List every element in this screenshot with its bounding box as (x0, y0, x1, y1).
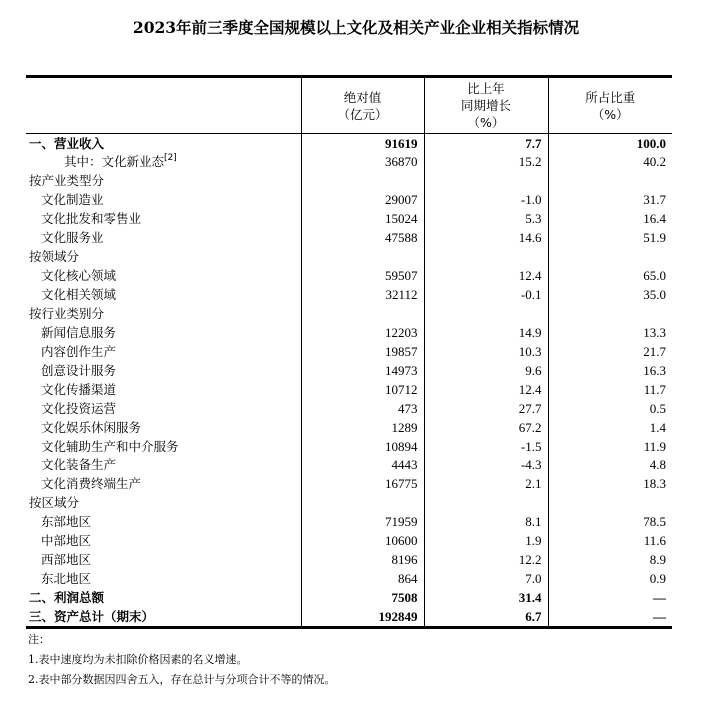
growth-cell: 5.3 (424, 210, 548, 229)
share-cell: 11.6 (548, 532, 672, 551)
table-row (26, 494, 672, 513)
value-cell: 8196 (301, 551, 424, 570)
row-label-text: 东北地区 (41, 571, 92, 587)
value-cell: 71959 (301, 513, 424, 532)
row-label (26, 380, 301, 399)
header-blank (26, 77, 301, 134)
share-cell: 0.9 (548, 570, 672, 589)
header-absolute-value-unit: （亿元） (337, 106, 388, 122)
value-cell: 15024 (301, 210, 424, 229)
share-cell (548, 494, 672, 513)
row-label-text: 新闻信息服务 (41, 324, 117, 340)
row-label (26, 456, 301, 475)
growth-cell: -0.1 (424, 286, 548, 305)
header-share (548, 77, 672, 134)
table-row (26, 437, 672, 456)
growth-cell: -4.3 (424, 456, 548, 475)
row-label (26, 172, 301, 191)
growth-cell (424, 494, 548, 513)
share-cell: 100.0 (548, 134, 672, 154)
value-cell: 29007 (301, 191, 424, 210)
table-row (26, 229, 672, 248)
row-label-text: 文化辅助生产和中介服务 (41, 438, 179, 454)
table-row (26, 513, 672, 532)
share-cell: 16.4 (548, 210, 672, 229)
growth-cell: 7.7 (424, 134, 548, 154)
growth-cell: 6.7 (424, 608, 548, 628)
share-cell: 35.0 (548, 286, 672, 305)
share-cell: 16.3 (548, 361, 672, 380)
row-label-text: 文化制造业 (41, 192, 104, 208)
row-label-text: 其中：文化新业态 (64, 154, 165, 170)
notes-heading: 注： (28, 633, 50, 646)
row-label (26, 191, 301, 210)
table-row (26, 399, 672, 418)
table-row (26, 134, 672, 154)
table-row (26, 475, 672, 494)
share-cell: 13.3 (548, 323, 672, 342)
header-share-unit: （%） (591, 106, 629, 122)
row-label (26, 589, 301, 608)
table-row (26, 210, 672, 229)
header-growth-unit: （%） (467, 115, 505, 130)
row-label-text: 一、营业收入 (29, 136, 105, 151)
value-cell: 59507 (301, 267, 424, 286)
share-cell: — (548, 589, 672, 608)
value-cell: 47588 (301, 229, 424, 248)
note-1: 1.表中速度均为未扣除价格因素的名义增速。 (28, 653, 248, 666)
growth-cell: 7.0 (424, 570, 548, 589)
value-cell: 12203 (301, 323, 424, 342)
row-label-text: 文化娱乐休闲服务 (41, 419, 142, 435)
row-label-text: 按区域分 (29, 495, 80, 511)
row-label-text: 按领域分 (29, 249, 80, 265)
table-row (26, 342, 672, 361)
share-cell: 40.2 (548, 153, 672, 172)
value-cell: 32112 (301, 286, 424, 305)
table-row (26, 305, 672, 324)
row-label (26, 513, 301, 532)
footnote-ref: [2] (164, 153, 177, 164)
growth-cell: 9.6 (424, 361, 548, 380)
row-label (26, 608, 301, 628)
note-2: 2.表中部分数据因四舍五入，存在总计与分项合计不等的情况。 (28, 673, 336, 686)
table-header-row (26, 77, 672, 134)
share-cell: 51.9 (548, 229, 672, 248)
row-label (26, 551, 301, 570)
row-label (26, 305, 301, 324)
value-cell: 10600 (301, 532, 424, 551)
share-cell: 65.0 (548, 267, 672, 286)
growth-cell: 8.1 (424, 513, 548, 532)
value-cell: 864 (301, 570, 424, 589)
share-cell: 21.7 (548, 342, 672, 361)
row-label (26, 134, 301, 154)
row-label (26, 229, 301, 248)
share-cell (548, 305, 672, 324)
value-cell: 10894 (301, 437, 424, 456)
row-label-text: 文化服务业 (41, 230, 104, 246)
value-cell: 14973 (301, 361, 424, 380)
growth-cell (424, 248, 548, 267)
share-cell: 78.5 (548, 513, 672, 532)
indicator-table (26, 75, 672, 629)
row-label (26, 418, 301, 437)
growth-cell: 31.4 (424, 589, 548, 608)
row-label-text: 二、利润总额 (29, 590, 105, 606)
table-row (26, 172, 672, 191)
table-row (26, 551, 672, 570)
table-row (26, 570, 672, 589)
table-row (26, 323, 672, 342)
row-label-text: 文化相关领域 (41, 287, 117, 303)
table-row (26, 418, 672, 437)
share-cell: 1.4 (548, 418, 672, 437)
table-row (26, 380, 672, 399)
growth-cell: 14.6 (424, 229, 548, 248)
growth-cell: 12.2 (424, 551, 548, 570)
table-row (26, 361, 672, 380)
share-cell (548, 248, 672, 267)
row-label-text: 文化消费终端生产 (41, 476, 142, 492)
row-label-text: 西部地区 (41, 552, 92, 568)
value-cell (301, 305, 424, 324)
table-row (26, 267, 672, 286)
table-row (26, 248, 672, 267)
share-cell: 11.9 (548, 437, 672, 456)
growth-cell: -1.5 (424, 437, 548, 456)
value-cell (301, 172, 424, 191)
header-growth (424, 77, 548, 134)
growth-cell: 14.9 (424, 323, 548, 342)
share-cell: 0.5 (548, 399, 672, 418)
row-label-text: 中部地区 (41, 533, 92, 549)
row-label (26, 494, 301, 513)
header-growth-line2: 同期增长 (460, 98, 511, 113)
growth-cell: 67.2 (424, 418, 548, 437)
row-label-text: 内容创作生产 (41, 343, 117, 359)
table-row (26, 608, 672, 628)
row-label (26, 323, 301, 342)
table-row (26, 456, 672, 475)
row-label-text: 文化装备生产 (41, 457, 117, 473)
growth-cell: 12.4 (424, 267, 548, 286)
share-cell (548, 172, 672, 191)
share-cell: — (548, 608, 672, 628)
notes (28, 630, 336, 690)
header-absolute-value-label: 绝对值 (343, 89, 382, 105)
growth-cell (424, 172, 548, 191)
share-cell: 11.7 (548, 380, 672, 399)
row-label-text: 文化投资运营 (41, 400, 117, 416)
growth-cell: 15.2 (424, 153, 548, 172)
header-absolute-value (301, 77, 424, 134)
growth-cell: 10.3 (424, 342, 548, 361)
share-cell: 8.9 (548, 551, 672, 570)
row-label-text: 文化核心领域 (41, 268, 117, 284)
growth-cell: -1.0 (424, 191, 548, 210)
growth-cell (424, 305, 548, 324)
table-row (26, 153, 672, 172)
row-label (26, 437, 301, 456)
row-label (26, 475, 301, 494)
value-cell: 473 (301, 399, 424, 418)
header-share-label: 所占比重 (585, 89, 636, 105)
row-label (26, 361, 301, 380)
value-cell (301, 248, 424, 267)
growth-cell: 12.4 (424, 380, 548, 399)
share-cell: 31.7 (548, 191, 672, 210)
share-cell: 18.3 (548, 475, 672, 494)
header-growth-line1: 比上年 (467, 81, 505, 96)
row-label (26, 210, 301, 229)
table-row (26, 589, 672, 608)
row-label (26, 286, 301, 305)
value-cell: 7508 (301, 589, 424, 608)
value-cell: 1289 (301, 418, 424, 437)
value-cell: 192849 (301, 608, 424, 628)
row-label-text: 创意设计服务 (41, 362, 117, 378)
row-label (26, 532, 301, 551)
value-cell: 16775 (301, 475, 424, 494)
row-label-text: 文化传播渠道 (41, 381, 117, 397)
growth-cell: 27.7 (424, 399, 548, 418)
table-row (26, 532, 672, 551)
table-row (26, 286, 672, 305)
growth-cell: 2.1 (424, 475, 548, 494)
row-label-text: 按行业类别分 (29, 305, 105, 321)
row-label-text: 东部地区 (41, 514, 92, 530)
value-cell: 10712 (301, 380, 424, 399)
value-cell: 91619 (301, 134, 424, 154)
value-cell: 36870 (301, 153, 424, 172)
row-label (26, 570, 301, 589)
value-cell (301, 494, 424, 513)
row-label (26, 153, 301, 172)
row-label-text: 文化批发和零售业 (41, 211, 142, 227)
row-label (26, 399, 301, 418)
row-label (26, 342, 301, 361)
table-row (26, 191, 672, 210)
row-label-text: 三、资产总计（期末） (29, 608, 155, 624)
row-label-text: 按产业类型分 (29, 173, 105, 189)
growth-cell: 1.9 (424, 532, 548, 551)
page-title: 2023年前三季度全国规模以上文化及相关产业企业相关指标情况 (132, 18, 580, 37)
row-label (26, 248, 301, 267)
share-cell: 4.8 (548, 456, 672, 475)
value-cell: 4443 (301, 456, 424, 475)
value-cell: 19857 (301, 342, 424, 361)
row-label (26, 267, 301, 286)
